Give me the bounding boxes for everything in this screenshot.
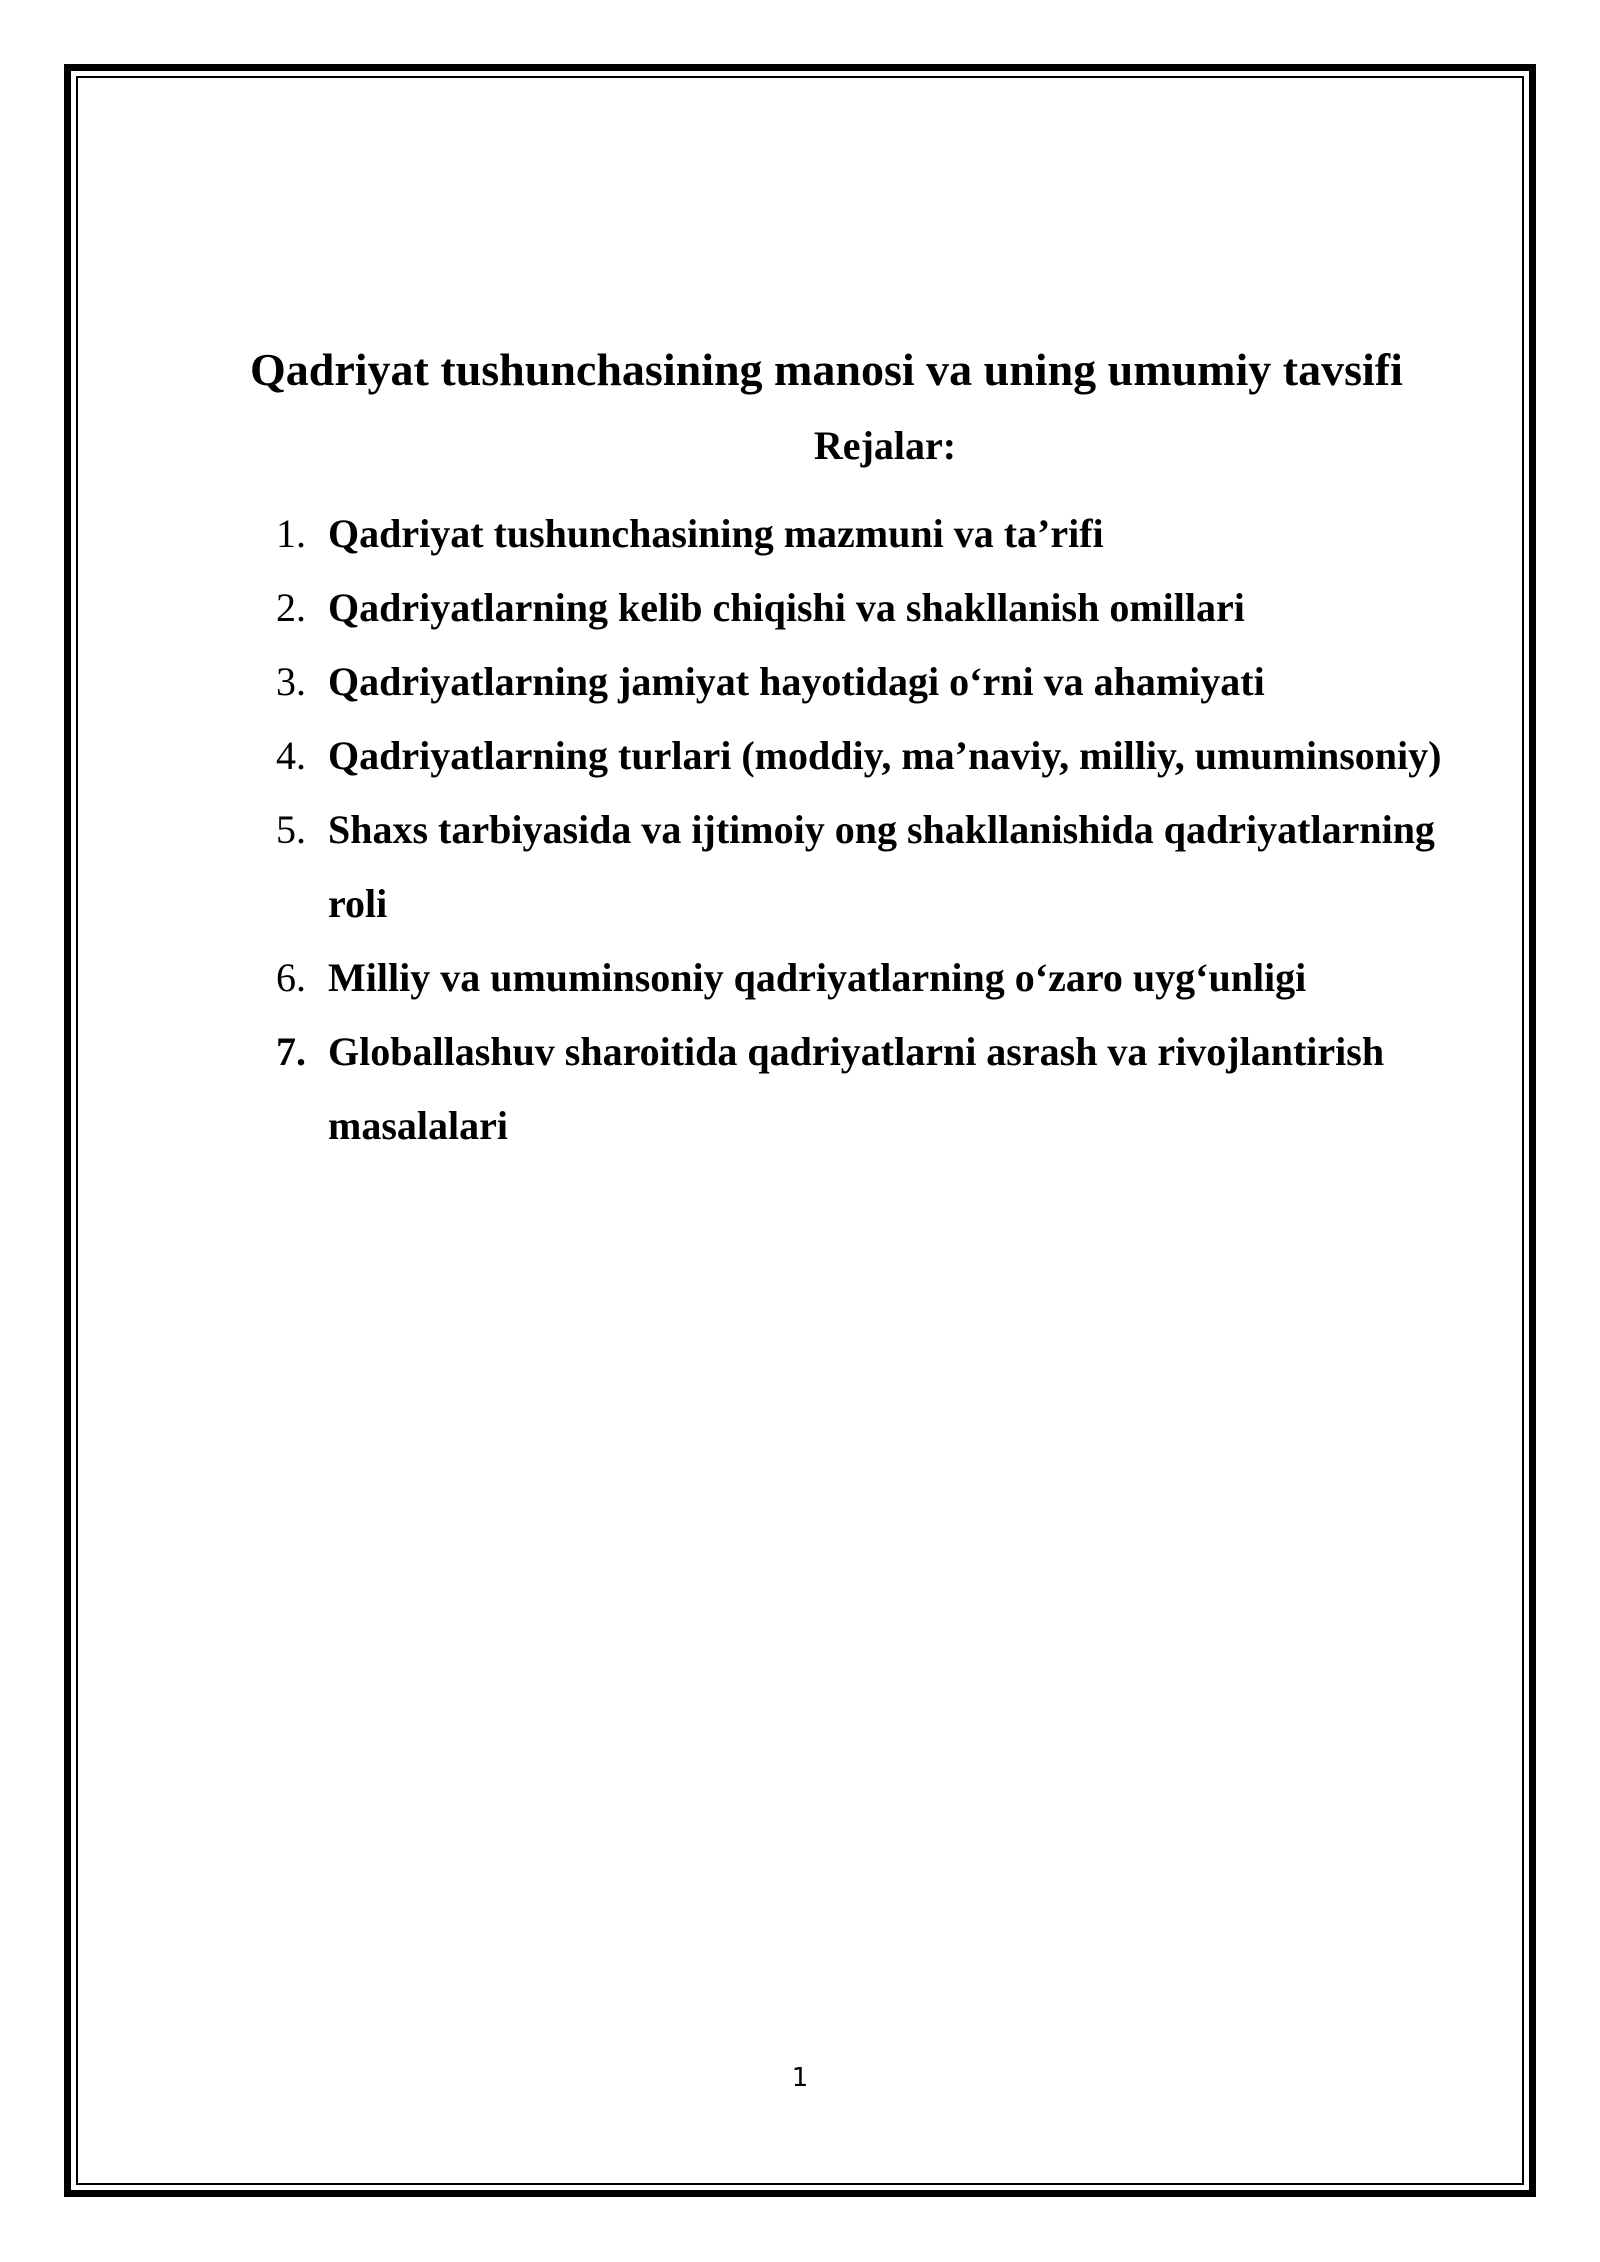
document-title: Qadriyat tushunchasining manosi va uning umumiy tavsifi [250,344,1403,395]
plan-item-text: Qadriyatlarning jamiyat hayotidagi o‘rni va ahamiyati [328,659,1265,704]
plan-item [250,497,1488,571]
plan-item [250,1015,1488,1163]
plan-item-number: 2. [276,585,306,630]
plan-item [250,793,1488,941]
plan-item-number: 1. [276,511,306,556]
document-content [250,335,1480,1163]
plan-item-text: Shaxs tarbiyasida va ijtimoiy ong shakllanishida qadriyatlarning roli [328,807,1435,926]
plan-list [250,497,1480,1163]
plan-item-number: 4. [276,733,306,778]
plan-item-text: Qadriyatlarning kelib chiqishi va shakllanish omillari [328,585,1245,630]
plan-item-number: 5. [276,807,306,852]
plan-item [250,571,1488,645]
plan-item [250,645,1488,719]
page-number: 1 [791,2063,809,2093]
plan-item-text: Qadriyat tushunchasining mazmuni va ta’rifi [328,511,1104,556]
plan-item-text: Qadriyatlarning turlari (moddiy, ma’naviy, milliy, umuminsoniy) [328,733,1442,778]
plan-item-text: Globallashuv sharoitida qadriyatlarni asrash va rivojlantirish masalalari [328,1029,1385,1148]
plan-item [250,719,1488,793]
plan-item-text: Milliy va umuminsoniy qadriyatlarning o‘zaro uyg‘unligi [328,955,1307,1000]
plan-item-number: 3. [276,659,306,704]
plan-item-number: 6. [276,955,306,1000]
plan-item [250,941,1488,1015]
plan-item-number: 7. [276,1029,306,1074]
plan-heading: Rejalar: [813,423,957,468]
